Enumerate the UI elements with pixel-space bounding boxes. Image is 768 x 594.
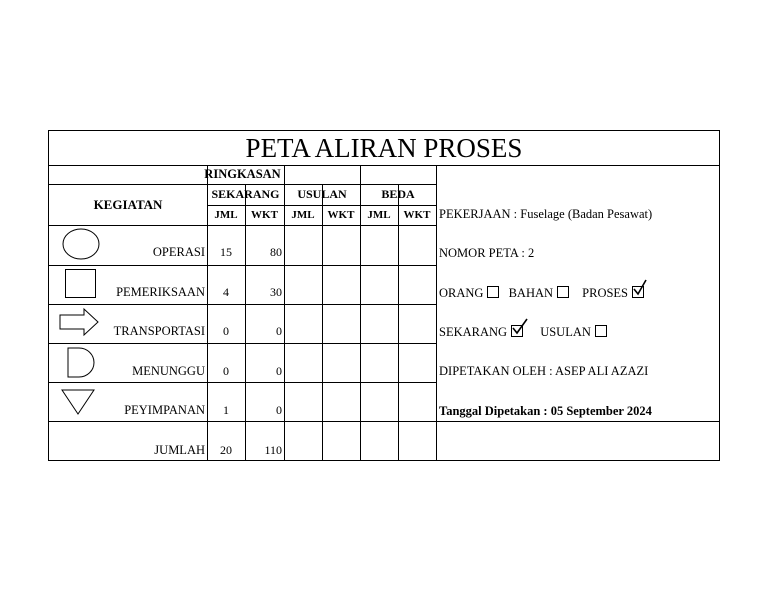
grid-line	[49, 265, 436, 266]
sub-header-wkt: WKT	[327, 209, 355, 221]
checkbox-proses[interactable]	[632, 286, 644, 298]
job-info: PEKERJAAN : Fuselage (Badan Pesawat)	[439, 207, 653, 221]
summary-label: RINGKASAN	[204, 167, 281, 181]
row-wkt: 30	[270, 285, 282, 299]
row-jml: 4	[223, 285, 229, 299]
grid-line	[49, 421, 719, 422]
method-options	[439, 325, 607, 340]
checkbox-bahan[interactable]	[557, 286, 569, 298]
mapped-by: DIPETAKAN OLEH : ASEP ALI AZAZI	[439, 364, 649, 378]
total-jml: 20	[220, 443, 232, 457]
sub-header-jml: JML	[291, 209, 315, 221]
check-mark-icon	[632, 279, 648, 297]
row-label: PEYIMPANAN	[124, 403, 205, 417]
option-label-usulan: USULAN	[540, 325, 591, 339]
total-wkt: 110	[264, 443, 282, 457]
process-flow-chart	[48, 130, 720, 461]
row-label: OPERASI	[152, 245, 205, 259]
option-label-bahan: BAHAN	[508, 286, 554, 300]
option-label-orang: ORANG	[439, 286, 484, 300]
sub-header-wkt: WKT	[251, 209, 278, 221]
row-wkt: 0	[276, 364, 282, 378]
checkbox-orang[interactable]	[487, 286, 499, 298]
group-header-proposed: USULAN	[297, 187, 347, 201]
option-label-proses: PROSES	[582, 286, 629, 300]
row-jml: 1	[223, 403, 229, 417]
grid-line	[49, 304, 436, 305]
row-label: MENUNGGU	[132, 364, 205, 378]
sub-header-jml: JML	[214, 209, 238, 221]
grid-line	[436, 165, 437, 460]
row-wkt: 0	[276, 403, 282, 417]
row-wkt: 0	[276, 324, 282, 338]
row-jml: 0	[223, 324, 229, 338]
total-label: JUMLAH	[154, 443, 205, 457]
chart-type-options	[439, 286, 644, 301]
check-mark-icon	[511, 318, 529, 336]
row-jml: 0	[223, 364, 229, 378]
row-label: PEMERIKSAAN	[116, 285, 205, 299]
group-header-current: SEKARANG	[211, 187, 280, 201]
group-header-difference: BEDA	[381, 187, 415, 201]
sub-header-wkt: WKT	[403, 209, 431, 221]
option-label-sekarang: SEKARANG	[439, 325, 508, 339]
grid-line	[49, 382, 436, 383]
checkbox-usulan[interactable]	[595, 325, 607, 337]
row-label: TRANSPORTASI	[113, 324, 205, 338]
activity-header: KEGIATAN	[93, 197, 163, 212]
sub-header-jml: JML	[367, 209, 391, 221]
grid-line	[49, 225, 436, 226]
mapped-date: Tanggal Dipetakan : 05 September 2024	[439, 404, 652, 418]
grid-line	[49, 343, 436, 344]
checkbox-sekarang[interactable]	[511, 325, 523, 337]
page-title: PETA ALIRAN PROSES	[49, 131, 719, 166]
chart-number: NOMOR PETA : 2	[439, 246, 535, 260]
row-jml: 15	[220, 245, 232, 259]
row-wkt: 80	[270, 245, 282, 259]
